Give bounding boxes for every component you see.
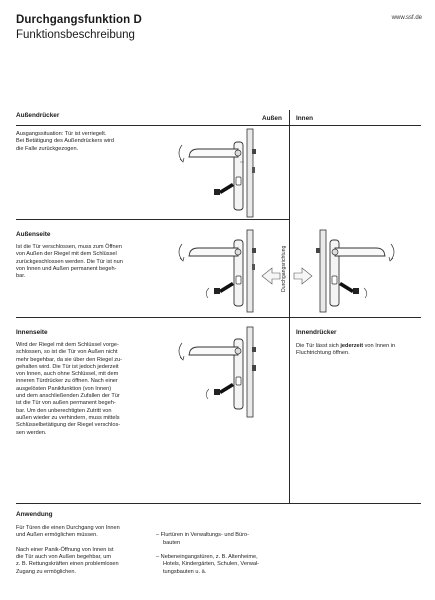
door-handle-illustration-inside	[296, 230, 421, 312]
door-handle-illustration-3	[162, 327, 282, 417]
anwendung-list	[156, 525, 259, 583]
website-url[interactable]: www.ssf.de	[391, 15, 422, 21]
page-subtitle: Funktionsbeschreibung	[16, 29, 135, 41]
section-text-aussenseite: Ist die Tür verschlossen, muss zum Öffnen von Außen der Riegel mit dem Schlüssel zurückgeschlossen werden. Die Tür ist nun von Innen und Außen permanent begeh- bar.	[16, 244, 123, 280]
section-divider-2	[16, 317, 421, 318]
section-text-aussendruecker: Ausgangssituation: Tür ist verriegelt. Bei Betätigung des Außendrückers wird die Falle zurückgezogen.	[16, 131, 114, 152]
column-header-outside: Außen	[262, 115, 282, 122]
section-title-aussenseite: Außenseite	[16, 231, 51, 238]
door-handle-illustration-2	[162, 230, 282, 312]
emphasis-jederzeit: jederzeit	[340, 343, 364, 349]
page-title: Durchgangsfunktion D	[16, 14, 142, 26]
section-divider-1	[16, 219, 289, 220]
column-divider	[289, 125, 290, 503]
section-title-innendruecker: Innendrücker	[296, 329, 337, 336]
door-handle-illustration-1	[162, 127, 282, 217]
list-item: – Nebeneingangstüren, z. B. Altenheime, Hotels, Kindergärten, Schulen, Verwal- tungsbauten u. ä.	[156, 554, 260, 575]
section-title-aussendruecker: Außendrücker	[16, 112, 60, 119]
section-title-anwendung: Anwendung	[16, 511, 53, 518]
top-divider	[16, 125, 421, 126]
list-item: – Flurtüren in Verwaltungs- und Büro- bauten	[156, 532, 249, 546]
direction-label: Durchgangsrichtung	[281, 245, 287, 292]
section-text-innenseite: Wird der Riegel mit dem Schlüssel vorge- schlossen, so ist die Tür von Außen nicht mehr begehbar, da sie über den Riegel zu- gehalten wird. Die Tür ist jedoch jederzeit von Innen, auch ohne Schlüssel, mit dem inneren Türdrücker zu öffnen. Nach einer ausgelösten Panikfunktion (von Innen) und dem anschließenden Zufallen der Tür ist die Tür von außen permanent begeh- bar. Um den unberechtigten Zutritt von außen wieder zu verhindern, muss mittels Schlüsselbetätigung der Riegel verschlos- sen werden.	[16, 342, 123, 436]
section-title-innenseite: Innenseite	[16, 329, 48, 336]
section-text-innendruecker: Die Tür lässt sich jederzeit von Innen in Fluchtrichtung öffnen.	[296, 343, 396, 357]
header-column-divider	[289, 110, 290, 125]
anwendung-text: Für Türen die einen Durchgang von Innen und Außen ermöglichen müssen. Nach einer Panik-Öffnung von Innen ist die Tür auch von Außen begehbar, um z. B. Rettungskräften einen problemlosen Zugang zu ermöglichen.	[16, 525, 120, 575]
column-header-inside: Innen	[296, 115, 314, 122]
bottom-divider	[16, 503, 421, 504]
